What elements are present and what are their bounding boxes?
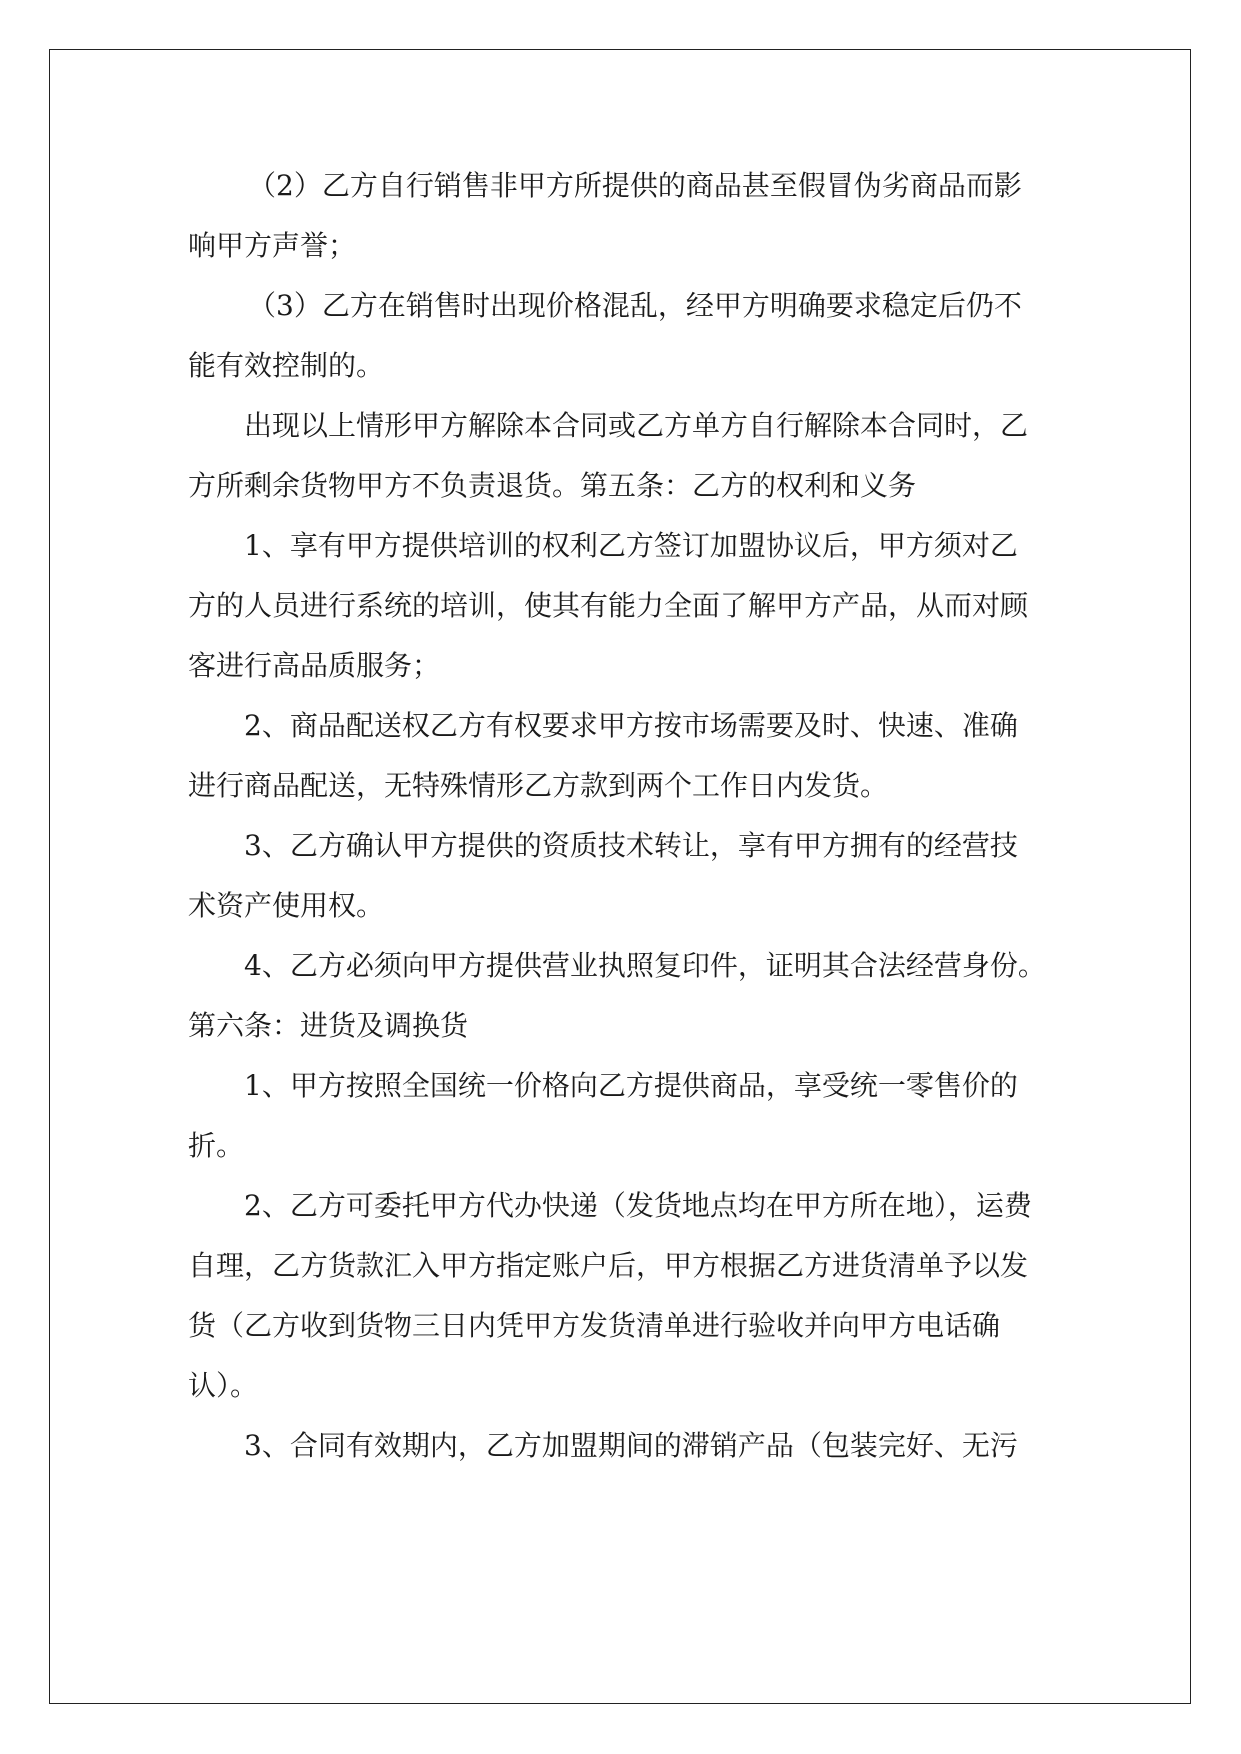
text-line: 术资产使用权。: [188, 889, 385, 922]
text-line: 折。: [188, 1129, 245, 1162]
paragraph-purchase-1: [188, 1056, 1058, 1176]
text-line: （3）乙方在销售时出现价格混乱，经甲方明确要求稳定后仍不: [248, 289, 1022, 322]
paragraph-purchase-3: [188, 1416, 1058, 1476]
paragraph-right-3: [188, 816, 1058, 936]
text-line: 1、享有甲方提供培训的权利乙方签订加盟协议后，甲方须对乙: [244, 529, 1018, 562]
text-line: 4、乙方必须向甲方提供营业执照复印件，证明其合法经营身份。: [244, 949, 1046, 982]
paragraph-clause-2: [188, 156, 1058, 276]
text-line: 方所剩余货物甲方不负责退货。第五条：乙方的权利和义务: [188, 469, 917, 502]
text-line: （2）乙方自行销售非甲方所提供的商品甚至假冒伪劣商品而影: [248, 169, 1022, 202]
text-line: 出现以上情形甲方解除本合同或乙方单方自行解除本合同时，乙: [244, 409, 1029, 442]
text-line: 方的人员进行系统的培训，使其有能力全面了解甲方产品，从而对顾: [188, 589, 1029, 622]
text-line: 响甲方声誉；: [188, 229, 357, 262]
paragraph-right-2: [188, 696, 1058, 816]
text-line: 自理，乙方货款汇入甲方指定账户后，甲方根据乙方进货清单予以发: [188, 1249, 1029, 1282]
text-line: 3、乙方确认甲方提供的资质技术转让，享有甲方拥有的经营技: [244, 829, 1018, 862]
text-line: 1、甲方按照全国统一价格向乙方提供商品，享受统一零售价的: [244, 1069, 1018, 1102]
text-line: 2、乙方可委托甲方代办快递（发货地点均在甲方所在地），运费: [244, 1189, 1032, 1222]
text-line: 2、商品配送权乙方有权要求甲方按市场需要及时、快速、准确: [244, 709, 1018, 742]
section-heading: 第六条：进货及调换货: [188, 1009, 469, 1042]
paragraph-right-4: [188, 936, 1058, 1056]
paragraph-termination: [188, 396, 1058, 516]
text-line: 3、合同有效期内，乙方加盟期间的滞销产品（包装完好、无污: [244, 1429, 1018, 1462]
paragraph-right-1: [188, 516, 1058, 696]
text-line: 客进行高品质服务；: [188, 649, 441, 682]
text-line: 能有效控制的。: [188, 349, 385, 382]
text-line: 进行商品配送，无特殊情形乙方款到两个工作日内发货。: [188, 769, 889, 802]
paragraph-clause-3: [188, 276, 1058, 396]
text-line: 认）。: [188, 1369, 259, 1402]
document-body: [188, 156, 1058, 1476]
paragraph-purchase-2: [188, 1176, 1058, 1416]
text-line: 货（乙方收到货物三日内凭甲方发货清单进行验收并向甲方电话确: [188, 1309, 1001, 1342]
